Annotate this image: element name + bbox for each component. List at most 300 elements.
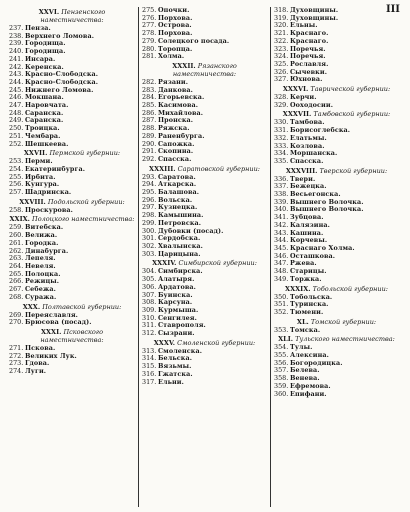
section-title: Таврической губернии: [310, 85, 391, 94]
entry-number: 263. [9, 255, 24, 263]
entry-town: Динабурга. [25, 247, 69, 255]
list-item [274, 76, 399, 84]
entry-town: Симбирска. [158, 268, 203, 276]
entry-town: Ржева. [290, 260, 317, 268]
entry-town: Сычевки. [290, 68, 328, 76]
section-heading [9, 328, 135, 344]
list-item [9, 117, 135, 125]
entry-number: 250. [9, 125, 24, 133]
entry-number: 358. [274, 375, 289, 383]
list-item [9, 174, 135, 182]
entry-number: 294. [142, 181, 157, 189]
list-item [9, 158, 135, 166]
entry-town: Хвалынска. [158, 242, 204, 250]
list-item [9, 102, 135, 110]
entry-number: 290. [142, 140, 157, 148]
entry-town: Елатьмы. [290, 134, 327, 142]
section-number: XXVII. [23, 149, 48, 158]
section-number: XXXVIII. [285, 166, 318, 175]
entry-number: 288. [142, 125, 157, 133]
list-item [142, 299, 267, 307]
entry-town: Лепеля. [25, 255, 56, 263]
entry-town: Порхова. [158, 14, 193, 22]
list-item [9, 345, 135, 353]
list-item [142, 79, 267, 87]
entry-number: 305. [142, 276, 157, 284]
entry-number: 291. [142, 148, 157, 156]
entry-number: 343. [274, 229, 289, 237]
entry-town: Поречья. [290, 45, 326, 53]
list-item [274, 276, 399, 284]
list-item [9, 125, 135, 133]
entry-number: 316. [142, 370, 157, 378]
list-item [9, 33, 135, 41]
list-item [9, 71, 135, 79]
entry-town: Тюмени. [290, 308, 324, 316]
list-item [142, 220, 267, 228]
entry-town: Краснаго Холма. [290, 244, 355, 252]
entry-town: Порхова. [158, 30, 193, 38]
entry-number: 283. [142, 86, 157, 94]
entry-town: Чембара. [25, 132, 61, 140]
list-item [9, 25, 135, 33]
section-heading [9, 8, 135, 24]
section-heading [9, 215, 135, 223]
entry-town: Сызрани. [158, 330, 195, 338]
entry-town: Торжка. [290, 275, 322, 283]
entry-town: Нижнего Ломова. [25, 86, 94, 94]
list-item [9, 207, 135, 215]
list-item [142, 148, 267, 156]
section-heading [274, 167, 399, 175]
entry-number: 278. [142, 30, 157, 38]
list-item [142, 30, 267, 38]
entry-town: Ельни. [158, 378, 184, 386]
text-column-2 [138, 7, 270, 507]
section-title: Тобольской губернии: [312, 284, 388, 293]
entry-town: Кашина. [290, 229, 324, 237]
entry-town: Краснаго. [290, 37, 329, 45]
entry-town: Поречья. [290, 53, 326, 61]
list-item [142, 292, 267, 300]
section-heading [142, 165, 267, 173]
entry-town: Туринска. [290, 301, 329, 309]
entry-number: 348. [274, 268, 289, 276]
entry-number: 310. [142, 314, 157, 322]
entry-town: Весьегонска. [290, 191, 341, 199]
section-title: Смоленской губернии: [177, 338, 256, 347]
section-heading [9, 198, 135, 206]
entry-town: Касимова. [158, 102, 199, 110]
entry-number: 338. [274, 191, 289, 199]
entry-number: 268. [9, 293, 24, 301]
entry-number: 339. [274, 198, 289, 206]
entry-number: 238. [9, 32, 24, 40]
text-column-1 [6, 7, 138, 507]
section-number: XXVIII. [19, 197, 46, 206]
entry-number: 275. [142, 7, 157, 14]
list-item [9, 271, 135, 279]
entry-number: 308. [142, 299, 157, 307]
entry-town: Зубцова. [290, 214, 324, 222]
entry-town: Ставрополя. [158, 322, 206, 330]
list-item [274, 30, 399, 38]
entry-town: Суража. [25, 293, 57, 301]
list-item [9, 56, 135, 64]
entry-town: Буинска. [158, 291, 193, 299]
entry-town: Спасска. [158, 155, 192, 163]
section-number: XLI. [278, 335, 294, 344]
list-item [142, 371, 267, 379]
entry-town: Рославля. [290, 60, 329, 68]
entry-number: 252. [9, 140, 24, 148]
entry-number: 327. [274, 76, 289, 84]
list-item [274, 367, 399, 375]
entry-town: Ирбита. [25, 173, 56, 181]
section-heading [274, 110, 399, 118]
entry-town: Инсара. [25, 55, 56, 63]
entry-number: 350. [274, 293, 289, 301]
entry-number: 296. [142, 196, 157, 204]
list-item [274, 53, 399, 61]
entry-number: 318. [274, 7, 289, 14]
list-item [274, 191, 399, 199]
entry-number: 311. [142, 322, 157, 330]
section-heading [274, 285, 399, 293]
entry-town: Городка. [25, 239, 59, 247]
entry-town: Пенза. [25, 25, 51, 32]
entry-town: Вольска. [158, 196, 193, 204]
entry-town: Калязина. [290, 221, 330, 229]
entry-town: Твери. [290, 175, 316, 183]
list-item [142, 53, 267, 61]
entry-town: Екатеринбурга. [25, 165, 86, 173]
entry-town: Проскурова. [25, 206, 73, 214]
list-item [274, 176, 399, 184]
entry-number: 244. [9, 78, 24, 86]
entry-town: Верхнего Ломова. [25, 32, 95, 40]
list-item [274, 102, 399, 110]
entry-number: 287. [142, 117, 157, 125]
entry-number: 317. [142, 378, 157, 386]
entry-number: 351. [274, 301, 289, 309]
entry-town: Солецкого посада. [158, 37, 230, 45]
entry-town: Старицы. [290, 268, 327, 276]
section-title: Тамбовской губернии: [313, 110, 391, 119]
entry-town: Духовщины. [290, 14, 339, 22]
section-heading [274, 318, 399, 326]
list-item [274, 352, 399, 360]
entry-town: Вышнего Волочка. [290, 198, 364, 206]
entry-number: 273. [9, 360, 24, 368]
list-item [142, 156, 267, 164]
entry-town: Мокшана. [25, 94, 64, 102]
entry-number: 336. [274, 175, 289, 183]
entry-town: Троицка. [25, 125, 60, 133]
list-item [142, 379, 267, 387]
entry-town: Раненбурга. [158, 132, 205, 140]
list-item [9, 294, 135, 302]
list-item [9, 368, 135, 376]
list-item [274, 391, 399, 399]
list-item [274, 375, 399, 383]
list-item [142, 197, 267, 205]
entry-number: 297. [142, 204, 157, 212]
list-item [9, 79, 135, 87]
entry-number: 328. [274, 94, 289, 102]
entry-number: 354. [274, 344, 289, 352]
entry-number: 332. [274, 134, 289, 142]
entry-number: 314. [142, 355, 157, 363]
section-title: Полоцкого наместничества: [32, 215, 135, 224]
text-column-3 [270, 7, 402, 507]
list-item [274, 214, 399, 222]
entry-number: 360. [274, 390, 289, 398]
entry-number: 345. [274, 244, 289, 252]
entry-number: 274. [9, 368, 24, 376]
list-item [274, 135, 399, 143]
entry-number: 277. [142, 22, 157, 30]
entry-town: Режицы. [25, 278, 60, 286]
entry-number: 353. [274, 326, 289, 334]
entry-town: Томска. [290, 326, 321, 334]
list-item [9, 232, 135, 240]
section-number: XXVI. [38, 8, 60, 16]
entry-town: Городища. [25, 40, 66, 48]
entry-number: 319. [274, 14, 289, 22]
section-title: Тверской губернии: [319, 166, 388, 175]
list-item [142, 322, 267, 330]
entry-town: Опочки. [158, 7, 190, 14]
entry-number: 258. [9, 206, 24, 214]
entry-town: Витебска. [25, 224, 64, 232]
list-item [274, 7, 399, 15]
entry-number: 295. [142, 189, 157, 197]
list-item [9, 360, 135, 368]
list-item [274, 15, 399, 23]
entry-number: 306. [142, 283, 157, 291]
list-item [274, 309, 399, 317]
list-item [274, 245, 399, 253]
entry-number: 247. [9, 102, 24, 110]
list-item [274, 222, 399, 230]
entry-town: Ряжска. [158, 125, 190, 133]
section-number: XL. [296, 317, 309, 326]
list-item [274, 327, 399, 335]
entry-town: Луги. [25, 368, 47, 376]
section-number: XXXIX. [285, 284, 311, 293]
entry-town: Переяславля. [25, 311, 78, 319]
list-item [274, 69, 399, 77]
section-number: XXXI. [40, 327, 62, 336]
entry-number: 340. [274, 206, 289, 214]
entry-town: Ефремова. [290, 382, 331, 390]
entry-number: 337. [274, 183, 289, 191]
entry-number: 302. [142, 242, 157, 250]
entry-number: 356. [274, 359, 289, 367]
entry-number: 326. [274, 68, 289, 76]
entry-town: Белева. [290, 367, 320, 375]
entry-number: 259. [9, 224, 24, 232]
entry-number: 262. [9, 247, 24, 255]
entry-number: 261. [9, 239, 24, 247]
list-item [274, 237, 399, 245]
list-item [274, 143, 399, 151]
entry-number: 279. [142, 37, 157, 45]
entry-number: 286. [142, 109, 157, 117]
section-heading [142, 339, 267, 347]
entry-number: 349. [274, 275, 289, 283]
section-title: Рязанского наместничества: [172, 61, 237, 78]
entry-number: 257. [9, 189, 24, 197]
entry-town: Саратова. [158, 173, 196, 181]
entry-town: Ооходосии. [290, 101, 334, 109]
entry-number: 284. [142, 94, 157, 102]
entry-town: Данкова. [158, 86, 193, 94]
list-item [142, 125, 267, 133]
entry-number: 270. [9, 319, 24, 327]
list-item [9, 87, 135, 95]
entry-number: 335. [274, 157, 289, 165]
entry-number: 264. [9, 262, 24, 270]
entry-town: Вязьмы. [158, 363, 192, 371]
section-number: XXX. [22, 302, 41, 311]
entry-town: Рязани. [158, 78, 189, 86]
list-item [274, 230, 399, 238]
entry-number: 299. [142, 219, 157, 227]
list-item [142, 204, 267, 212]
list-item [9, 255, 135, 263]
list-item [9, 224, 135, 232]
list-item [142, 315, 267, 323]
list-item [274, 268, 399, 276]
entry-town: Керенска. [25, 63, 64, 71]
list-item [142, 141, 267, 149]
entry-town: Дубовки (посад). [158, 227, 224, 235]
list-item [274, 119, 399, 127]
entry-town: Моршанска. [290, 150, 338, 158]
entry-town: Красно-Слободска. [25, 71, 99, 79]
entry-town: Егорьевска. [158, 94, 205, 102]
entry-number: 267. [9, 286, 24, 294]
entry-number: 237. [9, 25, 24, 32]
list-item [142, 268, 267, 276]
list-item [142, 235, 267, 243]
section-title: Симбирской губернии: [178, 259, 257, 268]
list-item [9, 263, 135, 271]
list-item [142, 307, 267, 315]
entry-town: Петровска. [158, 219, 202, 227]
list-item [9, 133, 135, 141]
entry-town: Алексина. [290, 352, 329, 360]
entry-number: 253. [9, 158, 24, 166]
entry-number: 352. [274, 308, 289, 316]
section-heading [9, 149, 135, 157]
section-title: Томской губернии: [310, 317, 377, 326]
entry-number: 330. [274, 119, 289, 127]
list-item [142, 87, 267, 95]
entry-town: Скопина. [158, 148, 194, 156]
section-title: Подольской губернии: [47, 197, 125, 206]
entry-number: 324. [274, 53, 289, 61]
entry-town: Аткарска. [158, 181, 197, 189]
entry-town: Краснаго. [290, 30, 329, 38]
section-number: XXXVI. [282, 85, 309, 94]
entry-number: 331. [274, 127, 289, 135]
list-item [142, 15, 267, 23]
section-heading [9, 303, 135, 311]
entry-number: 307. [142, 291, 157, 299]
list-item [9, 94, 135, 102]
section-title: Полтавской губернии: [42, 302, 122, 311]
entry-number: 293. [142, 173, 157, 181]
list-item [9, 240, 135, 248]
entry-number: 272. [9, 352, 24, 360]
list-item [142, 7, 267, 15]
entry-number: 301. [142, 235, 157, 243]
entry-town: Ельны. [290, 22, 318, 30]
document-page [6, 7, 402, 507]
entry-number: 333. [274, 142, 289, 150]
entry-number: 341. [274, 214, 289, 222]
entry-town: Пронска. [158, 117, 194, 125]
entry-number: 265. [9, 270, 24, 278]
list-item [274, 127, 399, 135]
entry-number: 347. [274, 260, 289, 268]
entry-number: 276. [142, 14, 157, 22]
list-item [9, 166, 135, 174]
section-heading [274, 85, 399, 93]
section-number: XXXIII. [149, 164, 176, 173]
entry-town: Гдова. [25, 360, 50, 368]
section-title: Саратовской губернии: [177, 164, 260, 173]
entry-number: 292. [142, 155, 157, 163]
list-item [142, 212, 267, 220]
entry-town: Сенгилея. [158, 314, 197, 322]
entry-town: Наровчата. [25, 102, 69, 110]
entry-number: 256. [9, 181, 24, 189]
entry-number: 355. [274, 352, 289, 360]
section-number: XXXVII. [282, 110, 312, 119]
entry-number: 304. [142, 268, 157, 276]
list-item [274, 206, 399, 214]
entry-town: Городища. [25, 48, 66, 56]
list-item [142, 133, 267, 141]
entry-town: Себежа. [25, 286, 56, 294]
entry-number: 322. [274, 37, 289, 45]
list-item [142, 276, 267, 284]
list-item [274, 22, 399, 30]
entry-number: 303. [142, 250, 157, 258]
entry-number: 245. [9, 86, 24, 94]
section-title: Пермской губернии: [49, 149, 121, 158]
list-item [142, 330, 267, 338]
list-item [274, 360, 399, 368]
entry-town: Тамбова. [290, 119, 325, 127]
entry-town: Борисоглебска. [290, 127, 351, 135]
entry-town: Богородицка. [290, 359, 343, 367]
entry-town: Алатыря. [158, 276, 195, 284]
list-item [142, 251, 267, 259]
list-item [274, 61, 399, 69]
entry-town: Гжатска. [158, 370, 193, 378]
entry-number: 271. [9, 344, 24, 352]
entry-town: Бельска. [158, 355, 193, 363]
entry-number: 249. [9, 117, 24, 125]
entry-number: 239. [9, 40, 24, 48]
entry-number: 269. [9, 311, 24, 319]
list-item [9, 278, 135, 286]
